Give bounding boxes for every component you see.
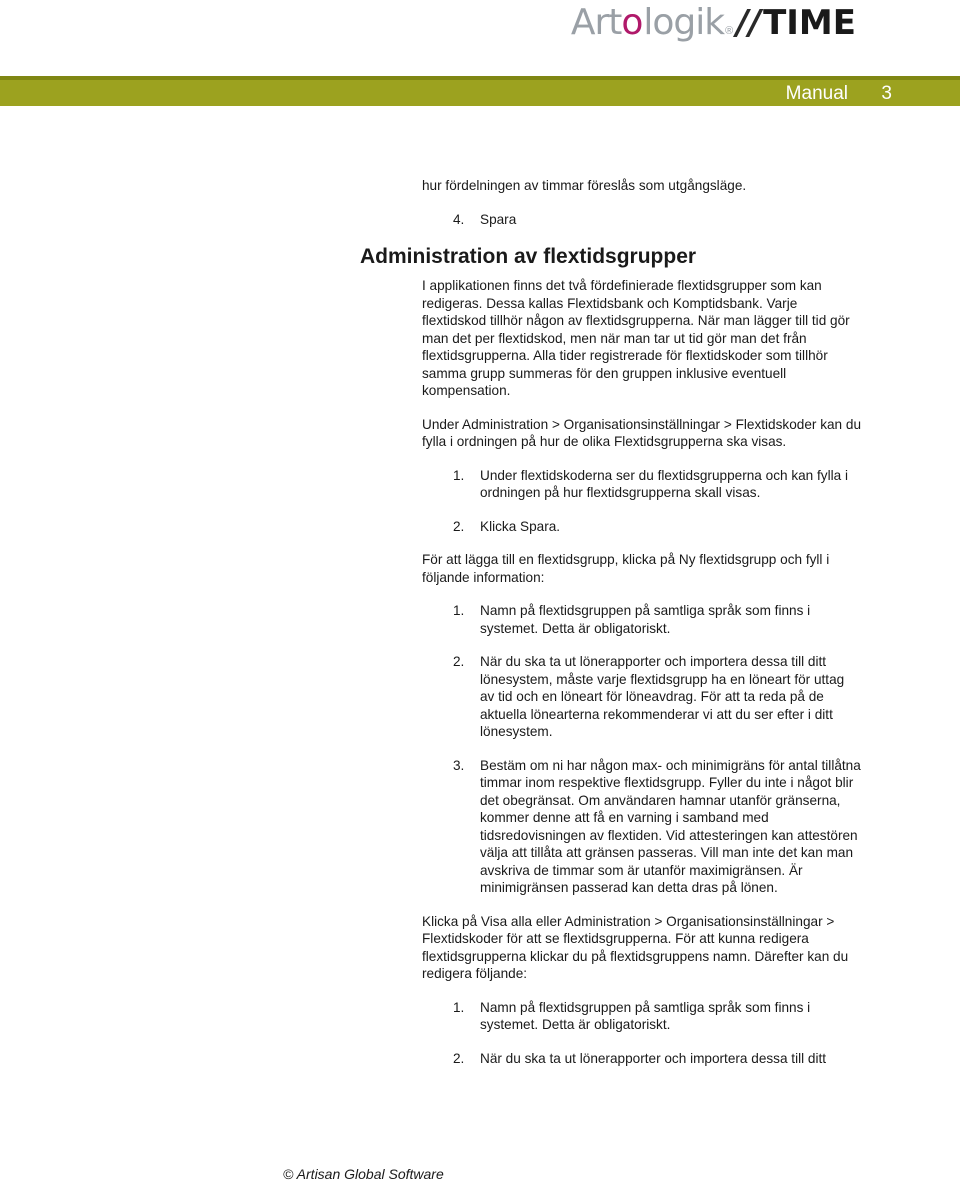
- list-item: [422, 211, 862, 229]
- intro-continuation: hur fördelningen av timmar föreslås som utgångsläge.: [422, 178, 747, 193]
- list-text: När du ska ta ut lönerapporter och importera dessa till ditt lönesystem, måste varje flextidsgrupp ha en löneart för uttag av tid och en löneart för löneavdrag. För att ta reda på de aktuella lönearterna rekommenderar vi att du ser efter i ditt lönesystem.: [480, 654, 845, 739]
- list-number: 2.: [453, 654, 465, 669]
- list-text: När du ska ta ut lönerapporter och importera dessa till ditt: [480, 1050, 827, 1066]
- artologik-time-logo: [571, 2, 856, 43]
- logo-text-o: o: [621, 2, 644, 43]
- paragraph: Under Administration > Organisationsinställningar > Flextidskoder kan du fylla i ordningen på hur de olika Flextidsgrupperna ska visas.: [422, 416, 862, 449]
- list-item: [422, 653, 862, 741]
- list-number: 1.: [453, 603, 465, 618]
- paragraph: I applikationen finns det två fördefinierade flextidsgrupper som kan redigeras. Dessa kallas Flextidsbank och Komptidsbank. Varje flextidskod tillhör någon av flextidsgrupperna. När man lägger till tid gör man det per flextidskod, men när man tar ut tid gör man det från flextidsgrupperna. Alla tider registrerade för flextidskoder som tillhör samma grupp summeras för den gruppen inklusive eventuell kompensation.: [422, 278, 850, 398]
- paragraph: Klicka på Visa alla eller Administration > Organisationsinställningar > Flextidskoder för att se flextidsgrupperna. För att kunna redigera flextidsgrupperna klickar du på flextidsgruppens namn. Därefter kan du redigera följande:: [422, 913, 849, 981]
- list-text: Spara: [480, 211, 517, 227]
- list-text: Bestäm om ni har någon max- och minimigräns för antal tillåtna timmar inom respektive flextidsgrupp. Fyller du inte i något blir det obegränsat. Om användaren hamnar utanför gränserna, kommer denne att få en varning i samband med tidsredovisningen av flextiden. Vid attesteringen kan attestören välja att tillåta att gränsen passeras. Vill man inte det kan man avskriva de timmar som är utanför maximigränsen. Är minimigränsen passerad kan detta dras på lönen.: [480, 757, 861, 895]
- logo-slashes: //: [736, 3, 762, 43]
- section-heading: Administration av flextidsgrupper: [360, 245, 697, 268]
- list-text: Under flextidskoderna ser du flextidsgrupperna och kan fylla i ordningen på hur flextidsgrupperna skall visas.: [480, 467, 848, 500]
- header-title: Manual: [785, 83, 848, 104]
- paragraph: För att lägga till en flextidsgrupp, klicka på Ny flextidsgrupp och fyll i följande information:: [422, 552, 830, 585]
- logo-text-time: TIME: [763, 3, 856, 43]
- list-text: Klicka Spara.: [480, 518, 561, 534]
- list-item: [422, 602, 862, 637]
- logo-registered-mark: ®: [725, 25, 734, 37]
- list-item: [422, 1050, 862, 1068]
- footer-copyright: © Artisan Global Software: [283, 1166, 444, 1182]
- logo-text-logik: logik: [643, 2, 725, 43]
- logo-text-art: Art: [570, 2, 622, 43]
- list-number: 2.: [453, 518, 465, 534]
- list-number: 3.: [453, 757, 465, 773]
- list-number: 4.: [453, 211, 465, 227]
- list-item: [422, 999, 862, 1034]
- list-text: Namn på flextidsgruppen på samtliga språk som finns i systemet. Detta är obligatoriskt.: [480, 603, 811, 636]
- list-number: 2.: [453, 1050, 465, 1066]
- list-number: 1.: [453, 467, 465, 483]
- list-item: [422, 757, 862, 897]
- list-item: [422, 467, 862, 502]
- page-number: 3: [881, 83, 892, 104]
- list-text: Namn på flextidsgruppen på samtliga språk som finns i systemet. Detta är obligatoriskt.: [480, 999, 811, 1032]
- list-item: [422, 518, 862, 536]
- document-body: [360, 177, 862, 1083]
- list-number: 1.: [453, 999, 465, 1015]
